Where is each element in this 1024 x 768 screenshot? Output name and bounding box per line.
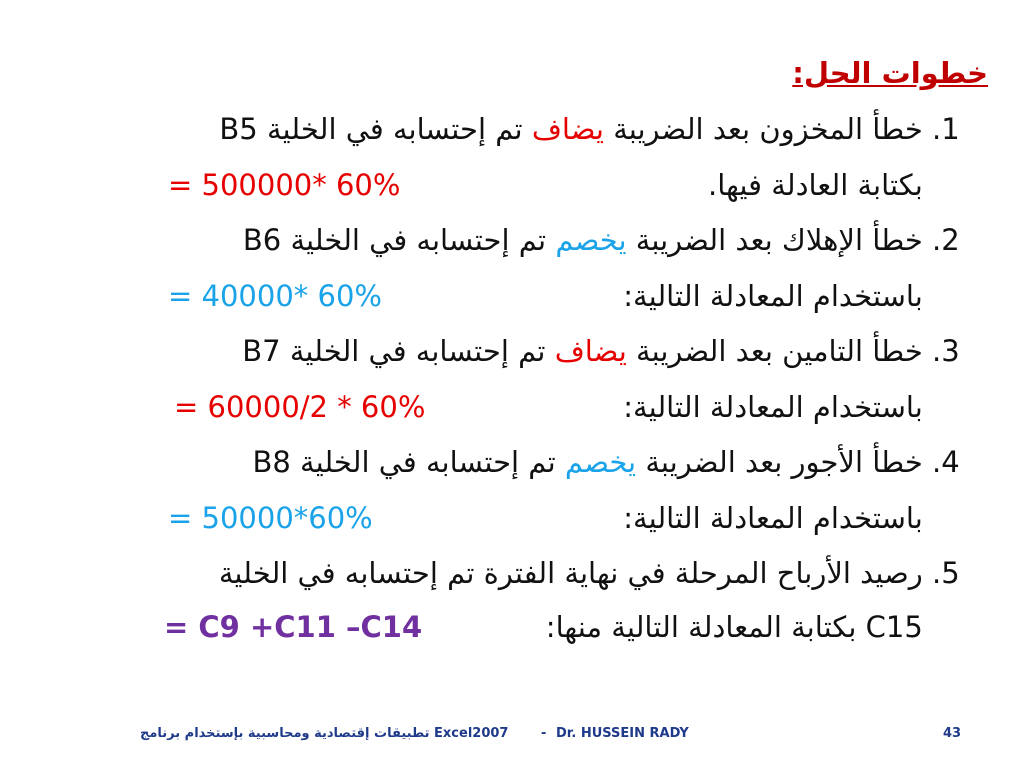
step-3-text-b: تم إحتسابه في الخلية [289, 334, 546, 368]
step-5-line-1 [40, 548, 988, 598]
footer-author: Dr. HUSSEIN RADY [556, 726, 689, 741]
step-4-verb: يخصم [564, 445, 637, 479]
step-3-verb: يضاف [554, 334, 627, 368]
step-4-text-a: خطأ الأجور بعد الضريبة [645, 445, 923, 479]
slide-heading-line [40, 48, 988, 98]
step-2-text-b: تم إحتسابه في الخلية [290, 223, 547, 257]
step-1-text-b: تم إحتسابه في الخلية [266, 112, 523, 146]
step-3-number: .3 [932, 334, 960, 368]
step-1-text-a: خطأ المخزون بعد الضريبة [613, 112, 923, 146]
step-1-formula: = 500000* 60% [168, 168, 401, 202]
step-5-text: رصيد الأرباح المرحلة في نهاية الفترة تم إحتسابه في الخلية [218, 556, 923, 590]
step-2-cell: B6 [242, 223, 282, 257]
step-5-number: .5 [932, 556, 960, 590]
step-5-cell: C15 [865, 610, 923, 644]
step-3-line-1 [40, 326, 988, 376]
step-5-instruction: بكتابة المعادلة التالية منها: [545, 610, 857, 644]
step-4-instruction: باستخدام المعادلة التالية: [623, 501, 923, 535]
step-2-instruction: باستخدام المعادلة التالية: [623, 279, 923, 313]
step-4-number: .4 [932, 445, 960, 479]
step-1-cell: B5 [219, 112, 258, 146]
step-2-formula: = 40000* 60% [168, 279, 382, 313]
step-4-text-b: تم إحتسابه في الخلية [300, 445, 556, 479]
step-1-line-1 [40, 104, 988, 154]
step-3-formula: = 60000/2 * 60% [174, 390, 426, 424]
step-3-cell: B7 [242, 334, 281, 368]
step-1-verb: يضاف [531, 112, 604, 146]
step-2-text-a: خطأ الإهلاك بعد الضريبة [635, 223, 923, 257]
step-2-line-1 [40, 215, 988, 265]
footer-separator: - [541, 726, 547, 741]
step-1-instruction: بكتابة العادلة فيها. [708, 168, 923, 202]
step-4-line-1 [40, 437, 988, 487]
step-2-number: .2 [932, 223, 960, 257]
footer-course-title: Excel2007 تطبيقات إقتصادية ومحاسبية بإستخدام برنامج [140, 726, 509, 741]
step-1-number: .1 [932, 112, 960, 146]
slide-heading: خطوات الحل: [792, 56, 988, 90]
step-2-verb: يخصم [555, 223, 627, 257]
step-3-instruction: باستخدام المعادلة التالية: [623, 390, 923, 424]
page-number: 43 [943, 726, 962, 741]
step-4-formula: = 50000*60% [168, 501, 373, 535]
step-4-cell: B8 [252, 445, 291, 479]
step-3-text-a: خطأ التامين بعد الضريبة [636, 334, 923, 368]
step-5-formula: = C9 +C11 –C14 [164, 610, 423, 644]
